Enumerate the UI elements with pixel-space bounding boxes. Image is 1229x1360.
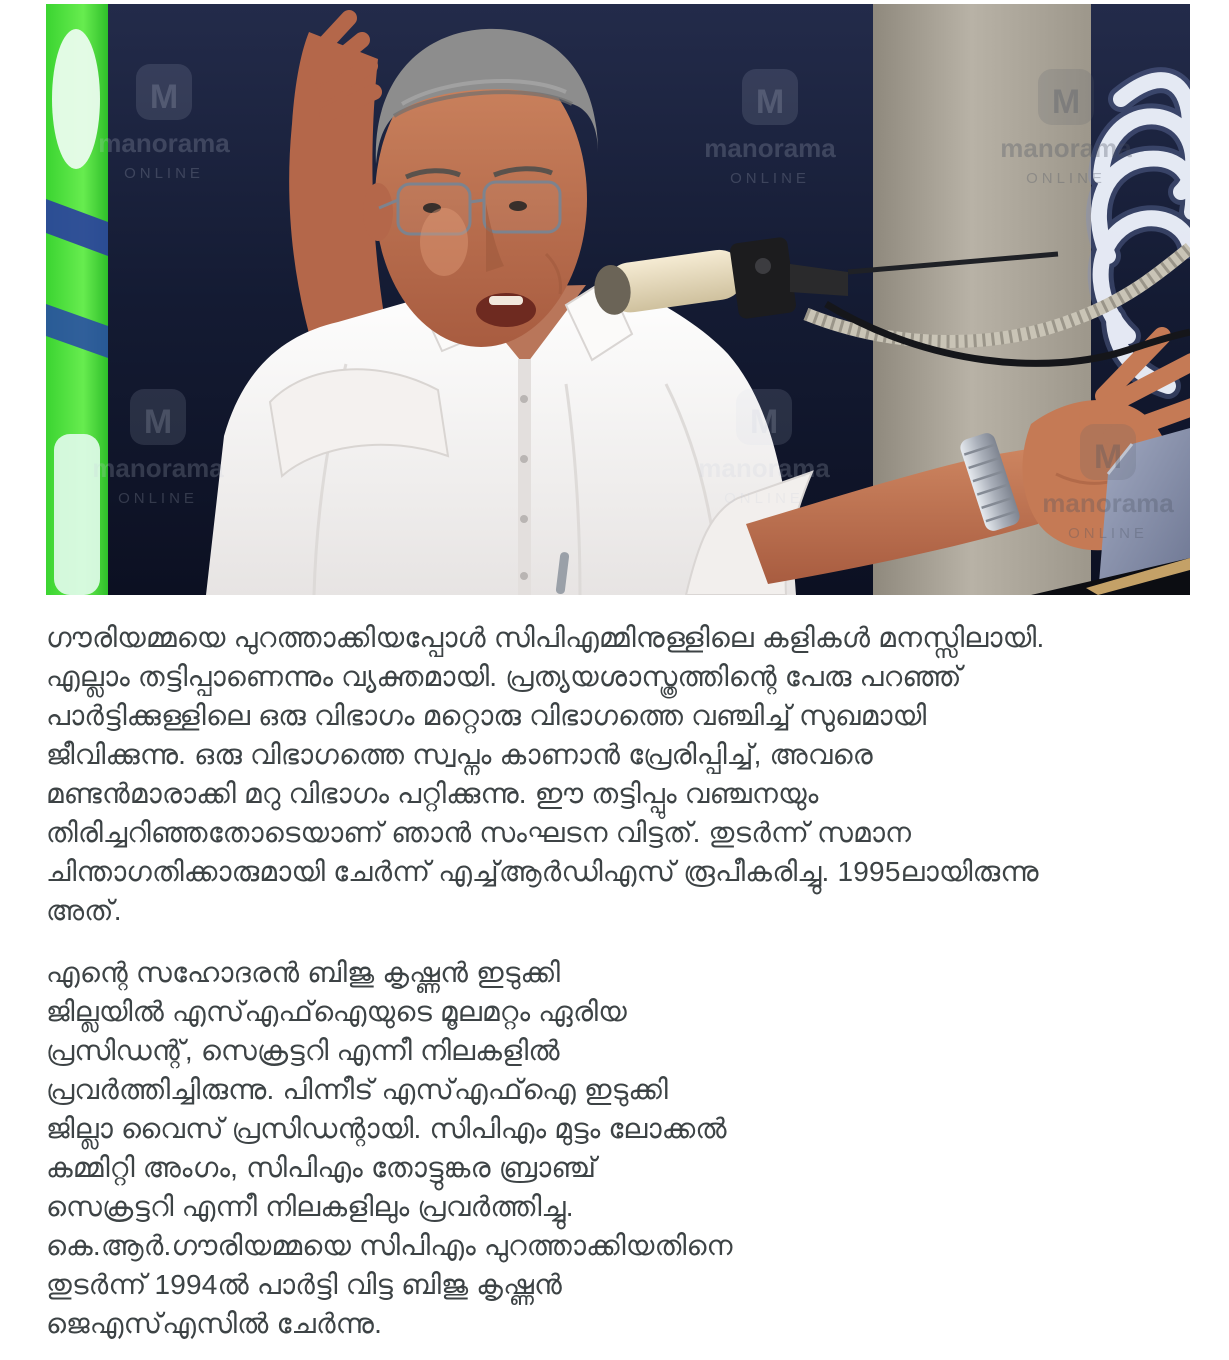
button-placket (518, 359, 531, 595)
text-line: കമ്മിറ്റി അംഗം, സിപിഎം തോട്ടുങ്കര ബ്രാഞ്ച് (46, 1152, 597, 1183)
paragraph-2 (46, 953, 1206, 1343)
text-line: എന്റെ സഹോദരൻ ബിജു കൃഷ്ണൻ ഇടുക്കി (46, 957, 561, 988)
text-line: അത്. (46, 895, 122, 926)
mic-clamp (729, 236, 797, 319)
svg-text:ONLINE: ONLINE (730, 170, 810, 187)
svg-text:M: M (1093, 438, 1123, 476)
text-line: ജില്ലാ വൈസ് പ്രസിഡന്റായി. സിപിഎം മുട്ടം ലോക്കൽ (46, 1113, 727, 1144)
svg-text:ONLINE: ONLINE (124, 165, 204, 182)
svg-text:M: M (143, 403, 173, 441)
glasses (379, 182, 560, 234)
text-line: ചിന്താഗതിക്കാരുമായി ചേർന്ന് എച്ച്ആർഡിഎസ് രൂപീകരിച്ചു. 1995ലായിരുന്നു (46, 856, 1039, 887)
svg-text:ONLINE: ONLINE (118, 490, 198, 507)
svg-text:manorama: manorama (698, 453, 830, 483)
ear (363, 183, 393, 241)
svg-text:M: M (1051, 83, 1081, 121)
text-line: തുടർന്ന് 1994ൽ പാർട്ടി വിട്ട ബിജു കൃഷ്ണൻ (46, 1269, 563, 1300)
text-line: ജീവിക്കുന്നു. ഒരു വിഭാഗത്തെ സ്വപ്നം കാണാൻ പ്രേരിപ്പിച്ച്, അവരെ (46, 739, 873, 770)
svg-text:manorama: manorama (1042, 488, 1174, 518)
text-line: സെക്രട്ടറി എന്നീ നിലകളിലും പ്രവർത്തിച്ചു. (46, 1191, 574, 1222)
svg-text:M: M (755, 83, 785, 121)
svg-text:M: M (149, 78, 179, 116)
svg-text:manorama: manorama (92, 453, 224, 483)
flag-strip (46, 4, 108, 595)
text-line: ജെഎസ്എസിൽ ചേർന്നു. (46, 1308, 383, 1339)
text-line: കെ.ആർ.ഗൗരിയമ്മയെ സിപിഎം പുറത്താക്കിയതിനെ (46, 1230, 733, 1261)
text-line: ഗൗരിയമ്മയെ പുറത്താക്കിയപ്പോൾ സിപിഎമ്മിനുള്ളിലെ കളികൾ മനസ്സിലായി. (46, 622, 1045, 653)
text-line: പ്രവർത്തിച്ചിരുന്നു. പിന്നീട് എസ്എഫ്ഐ ഇടുക്കി (46, 1074, 669, 1105)
text-line: എല്ലാം തട്ടിപ്പാണെന്നും വ്യക്തമായി. പ്രത്യയശാസ്ത്രത്തിന്റെ പേരു പറഞ്ഞ് (46, 661, 962, 692)
paragraph-1 (46, 618, 1206, 930)
svg-text:ONLINE: ONLINE (1026, 170, 1106, 187)
photo-illustration (46, 4, 1190, 595)
text-line: പ്രസിഡന്റ്, സെക്രട്ടറി എന്നീ നിലകളിൽ (46, 1035, 560, 1066)
svg-text:manorama: manorama (1000, 133, 1132, 163)
text-line: തിരിച്ചറിഞ്ഞതോടെയാണ് ഞാൻ സംഘടന വിട്ടത്. തുടർന്ന് സമാന (46, 817, 912, 848)
svg-text:M: M (749, 403, 779, 441)
text-line: മണ്ടൻമാരാക്കി മറു വിഭാഗം പറ്റിക്കുന്നു. ഈ തട്ടിപ്പും വഞ്ചനയും (46, 778, 819, 809)
svg-text:ONLINE: ONLINE (1068, 525, 1148, 542)
article-photo (46, 4, 1190, 595)
svg-text:manorama: manorama (704, 133, 836, 163)
text-line: ജില്ലയിൽ എസ്എഫ്ഐയുടെ മൂലമറ്റം ഏരിയ (46, 996, 627, 1027)
svg-text:ONLINE: ONLINE (724, 490, 804, 507)
text-line: പാർട്ടിക്കുള്ളിലെ ഒരു വിഭാഗം മറ്റൊരു വിഭാഗത്തെ വഞ്ചിച്ച് സുഖമായി (46, 700, 927, 731)
article-body (46, 618, 1206, 1343)
svg-text:manorama: manorama (98, 128, 230, 158)
